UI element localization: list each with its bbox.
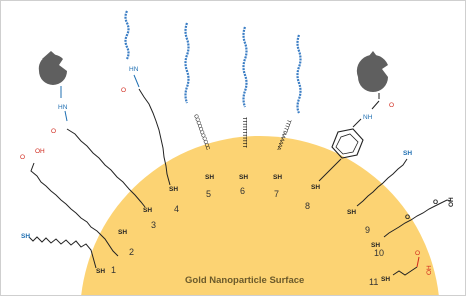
ligand-5-dna-strand-icon	[186, 23, 189, 103]
ligand-2-thiol: SH	[118, 229, 128, 236]
ligand-10-oxygen-1: O	[405, 214, 411, 221]
ligand-10-thiol: SH	[371, 242, 381, 249]
ligand-5-number: 5	[206, 189, 212, 199]
ligand-3-thiol: SH	[143, 207, 153, 214]
ligand-10-hydroxyl: OH	[448, 197, 455, 207]
ligand-1-thiol: SH	[96, 268, 106, 275]
ligand-11-hydroxyl: OH	[426, 265, 433, 275]
ligand-1-thiol-top: SH	[21, 233, 31, 240]
ligand-11-oxygen: O	[415, 250, 421, 257]
ligand-9-thiol: SH	[347, 209, 357, 216]
ligand-10-number: 10	[374, 248, 385, 258]
ligand-11-thiol: SH	[381, 276, 391, 283]
ligand-4-dna-strand-icon	[126, 11, 129, 59]
ligand-1-number: 1	[111, 265, 117, 275]
ligand-5-thiol: SH	[205, 174, 215, 181]
ligand-3-amide: HN	[58, 104, 68, 111]
ligand-10-oxygen-2: O	[433, 199, 439, 206]
ligand-11-number: 11	[369, 277, 379, 287]
ligand-6-sequence: TTTTTTTTTTT	[241, 117, 247, 148]
ligand-8-oxygen: O	[389, 102, 395, 109]
ligand-4-thiol: SH	[169, 186, 179, 193]
ligand-2-oxygen: O	[20, 154, 26, 161]
ligand-6-thiol: SH	[239, 174, 249, 181]
receptor-protein-icon	[357, 51, 388, 92]
ligand-2-hydroxyl: OH	[35, 148, 45, 155]
ligand-3-number: 3	[151, 220, 157, 230]
gold-nanoparticle	[81, 136, 439, 296]
ligand-7-thiol: SH	[273, 174, 283, 181]
ligand-2-number: 2	[129, 247, 135, 257]
ligand-8-amide: NH	[363, 114, 373, 121]
ligand-5-sequence: CCCCCCCCCCC	[192, 113, 211, 151]
ligand-7-number: 7	[274, 189, 280, 199]
ligand-8-thiol: SH	[311, 184, 321, 191]
ligand-9-number: 9	[365, 225, 371, 235]
ligand-4-number: 4	[174, 204, 180, 214]
ligand-6-number: 6	[240, 186, 246, 196]
nanoparticle-diagram	[1, 1, 466, 296]
particle-title: Gold Nanoparticle Surface	[185, 275, 305, 286]
ligand-4-amide: HN	[129, 66, 139, 73]
ligand-9-thiol-top: SH	[403, 150, 413, 157]
ligand-4-oxygen: O	[121, 87, 127, 94]
ligand-6-dna-strand-icon	[244, 27, 247, 107]
ligand-3-oxygen: O	[51, 128, 57, 135]
ligand-7-dna-strand-icon	[298, 35, 301, 113]
ligand-7-sequence: TTTTTAAAAAA	[275, 118, 292, 151]
ligand-8-number: 8	[305, 201, 311, 211]
receptor-protein-icon	[39, 51, 67, 85]
